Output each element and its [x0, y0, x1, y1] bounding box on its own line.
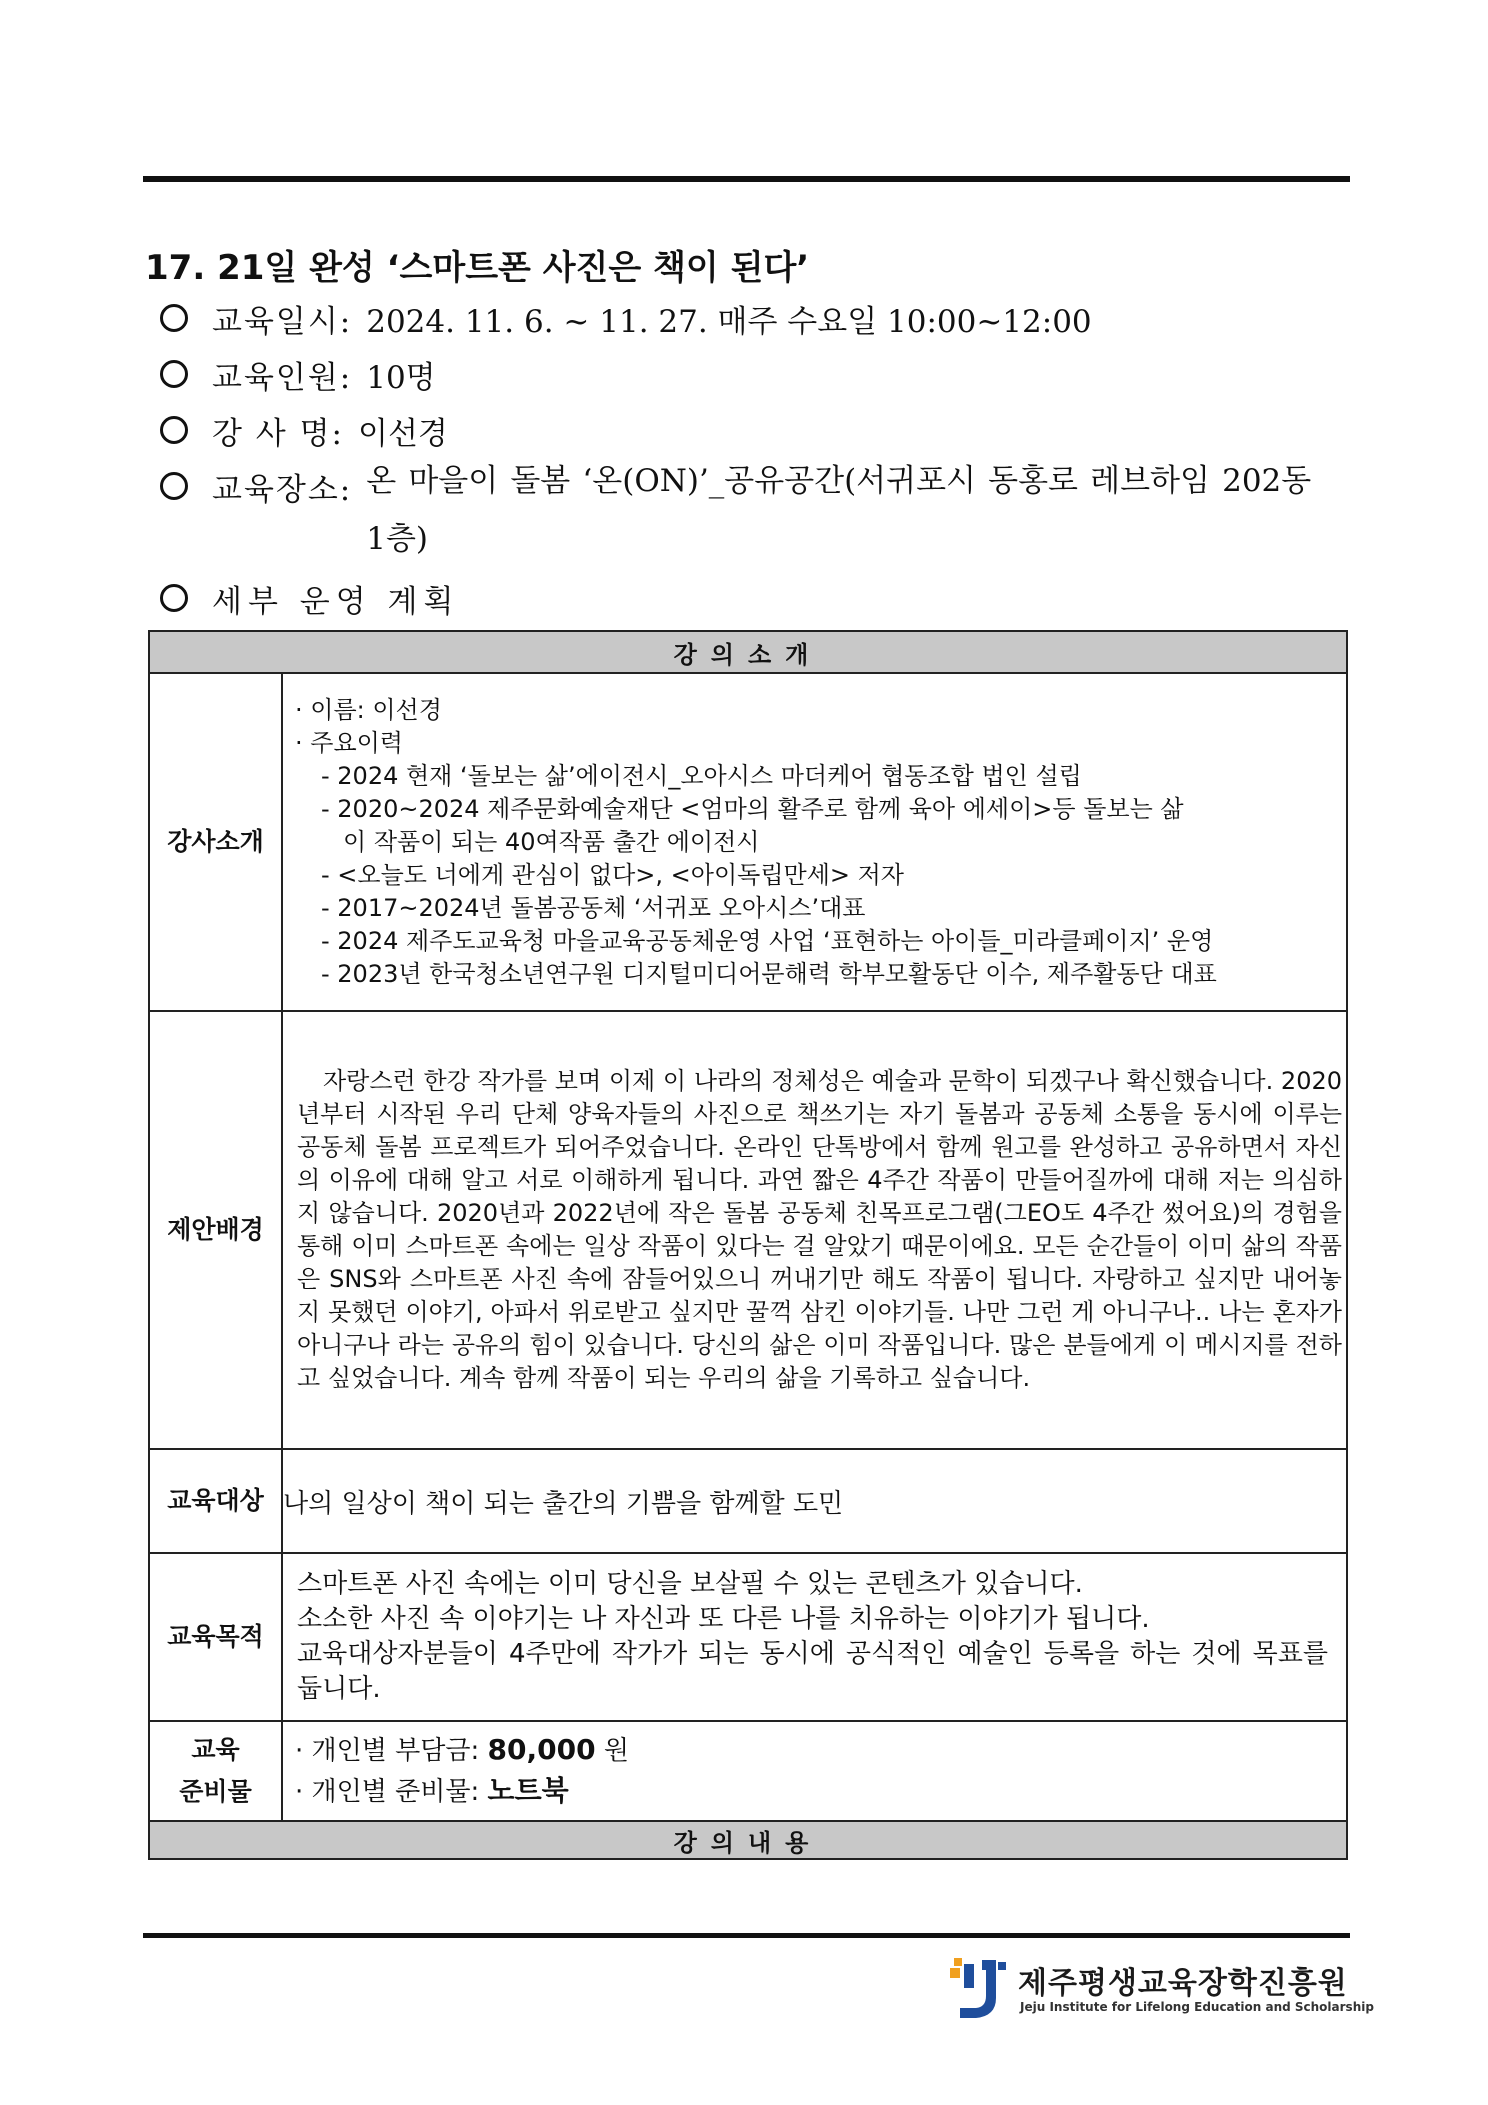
fee-value: 80,000: [487, 1733, 596, 1766]
career-item: - <오늘도 너에게 관심이 없다>, <아이독립만세> 저자: [321, 860, 904, 889]
bullet-label: 강 사 명:: [212, 416, 344, 452]
bullet-label: 교육인원:: [212, 360, 353, 396]
circle-bullet-icon: [160, 584, 188, 612]
prep-cell: [282, 1721, 1347, 1821]
career-item: - 2024 제주도교육청 마을교육공동체운영 사업 ‘표현하는 아이들_미라클페이지’ 운영: [321, 926, 1214, 955]
goal-line: 소소한 사진 속 이야기는 나 자신과 또 다른 나를 치유하는 이야기가 됩니다.: [297, 1604, 1150, 1634]
bullet-headcount: [160, 352, 1355, 408]
bullet-venue: [160, 464, 1355, 576]
goal-line: 스마트폰 사진 속에는 이미 당신을 보살필 수 있는 콘텐츠가 있습니다.: [297, 1569, 1083, 1599]
items-line: [295, 1771, 1334, 1812]
items-value: 노트북: [487, 1774, 569, 1807]
instructor-cell: [282, 673, 1347, 1011]
plan-table: [148, 630, 1348, 1860]
institute-logo: [948, 1958, 1374, 2018]
bullet-label: 교육장소:: [212, 472, 353, 508]
header-intro: 강의소개: [149, 631, 1347, 673]
prep-label-line: 준비물: [179, 1777, 252, 1806]
prep-label-line: 교육: [191, 1735, 240, 1764]
logo-name-ko: 제주평생교육장학진흥원: [1018, 1966, 1348, 2001]
top-rule: [143, 176, 1350, 182]
institute-emblem-icon: [948, 1958, 1008, 2020]
goal-cell: [282, 1553, 1347, 1721]
background-text: 자랑스런 한강 작가를 보며 이제 이 나라의 정체성은 예술과 문학이 되겠구나 확신했습니다. 2020년부터 시작된 우리 단체 양육자들의 사진으로 책쓰기는 자기 돌봄과 공동체 소통을 동시에 이루는 공동체 돌봄 프로젝트가 되어주었습니다. 온라인 단톡방에서 함께 원고를 완성하고 공유하면서 자신의 이유에 대해 알고 서로 이해하게 됩니다. 과연 짧은 4주간 작품이 만들어질까에 대해 저는 의심하지 않습니다. 2020년과 2022년에 작은 돌봄 공동체 친목프로그램(그EO도 4주간 썼어요)의 경험을 통해 이미 스마트폰 속에는 일상 작품이 있다는 걸 알았기 때문이에요. 모든 순간들이 이미 삶의 작품은 SNS와 스마트폰 사진 속에 잠들어있으니 꺼내기만 해도 작품이 됩니다. 자랑하고 싶지만 내어놓지 못했던 이야기, 아파서 위로받고 싶지만 꿀꺽 삼킨 이야기들. 나만 그런 게 아니구나.. 나는 혼자가 아니구나 라는 공유의 힘이 있습니다. 당신의 삶은 이미 작품입니다. 많은 분들에게 이 메시지를 전하고 싶었습니다. 계속 함께 작품이 되는 우리의 삶을 기록하고 싶습니다.: [297, 1067, 1342, 1392]
bullet-value: 온 마을이 돌봄 ‘온(ON)’_공유공간(서귀포시 동홍로 레브하임 202동 1층): [366, 463, 1312, 557]
bullet-plan: [160, 576, 1355, 632]
label-prep: [149, 1721, 282, 1821]
goal-line: 교육대상자분들이 4주만에 작가가 되는 동시에 공식적인 예술인 등록을 하는 것에 목표를 둡니다.: [297, 1639, 1328, 1704]
background-cell: [282, 1011, 1347, 1449]
circle-bullet-icon: [160, 304, 188, 332]
bullet-label: 교육일시:: [212, 304, 353, 340]
section-title: 17. 21일 완성 ‘스마트폰 사진은 책이 된다’: [145, 248, 810, 288]
label-background: 제안배경: [149, 1011, 282, 1449]
circle-bullet-icon: [160, 360, 188, 388]
career-item: - 2024 현재 ‘돌보는 삶’에이전시_오아시스 마더케어 협동조합 법인 설립: [321, 761, 1082, 790]
instructor-name: · 이름: 이선경: [295, 695, 442, 724]
fee-unit: 원: [603, 1736, 629, 1766]
header-content: 강의내용: [149, 1821, 1347, 1859]
bottom-rule: [143, 1933, 1350, 1938]
bullet-value: 이선경: [358, 416, 448, 452]
fee-line: [295, 1730, 1334, 1771]
fee-prefix: · 개인별 부담금:: [295, 1736, 480, 1766]
target-text: 나의 일상이 책이 되는 출간의 기쁨을 함께할 도민: [282, 1449, 1347, 1553]
career-item: - 2017~2024년 돌봄공동체 ‘서귀포 오아시스’대표: [321, 893, 866, 922]
career-item: - 2020~2024 제주문화예술재단 <엄마의 활주로 함께 육아 에세이>등 돌보는 삶: [321, 794, 1184, 823]
bullet-schedule: [160, 296, 1355, 352]
logo-name-en: Jeju Institute for Lifelong Education and Scholarship: [1020, 2000, 1374, 2014]
items-prefix: · 개인별 준비물:: [295, 1777, 480, 1807]
circle-bullet-icon: [160, 472, 188, 500]
career-item: 이 작품이 되는 40여작품 출간 에이전시: [343, 827, 760, 856]
info-bullets: [160, 296, 1355, 632]
bullet-value: 10명: [366, 360, 436, 396]
label-goal: 교육목적: [149, 1553, 282, 1721]
label-instructor: 강사소개: [149, 673, 282, 1011]
label-target: 교육대상: [149, 1449, 282, 1553]
bullet-label: 세부 운영 계획: [212, 584, 460, 620]
career-item: - 2023년 한국청소년연구원 디지털미디어문해력 학부모활동단 이수, 제주활동단 대표: [321, 959, 1217, 988]
circle-bullet-icon: [160, 416, 188, 444]
career-heading: · 주요이력: [295, 728, 403, 757]
bullet-value: 2024. 11. 6. ~ 11. 27. 매주 수요일 10:00~12:00: [366, 304, 1092, 340]
